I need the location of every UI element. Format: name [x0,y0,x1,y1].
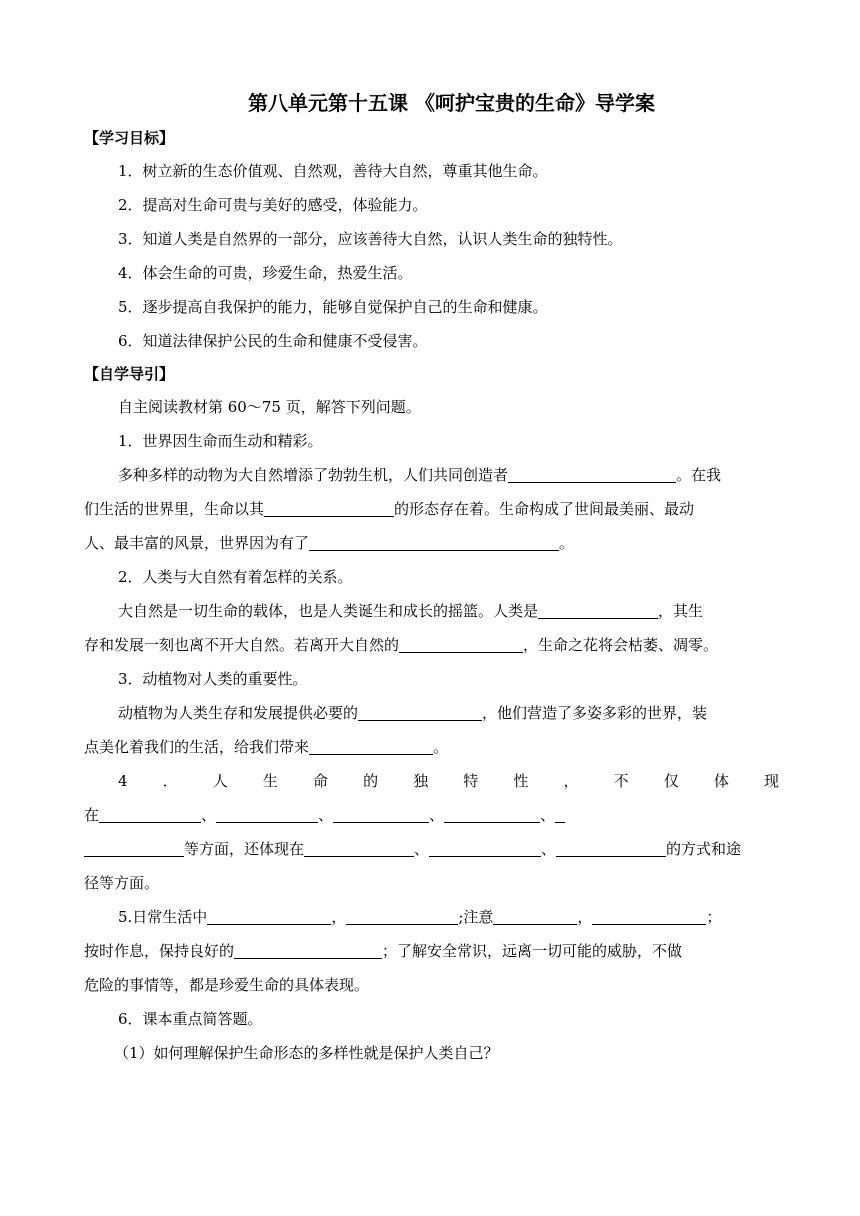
answer-blank[interactable] [429,838,541,857]
question-1-line-3 [84,526,779,560]
q1-text: 的形态存在着。生命构成了世间最美丽、最动 [394,500,695,518]
question-4-line-2 [84,798,779,832]
q4-sep: 、 [201,806,217,824]
answer-blank[interactable] [399,634,523,653]
q3-text: ，他们营造了多姿多彩的世界，装 [482,704,708,722]
q4-text: 等方面，还体现在 [184,840,305,858]
q2-text: ，生命之花将会枯萎、凋零。 [523,636,719,654]
objective-item: 5．逐步提高自我保护的能力，能够自觉保护自己的生命和健康。 [118,298,548,316]
q4-sep: 、 [429,806,445,824]
q4-char: ， [563,772,579,790]
q4-char: 特 [463,772,479,790]
answer-blank[interactable] [538,600,658,619]
q4-char: 4 [118,772,128,790]
objective-item: 4．体会生命的可贵，珍爱生命，热爱生活。 [118,264,413,282]
answer-blank[interactable] [309,736,433,755]
question-6-sub-1: （1）如何理解保护生命形态的多样性就是保护人类自己？ [114,1044,499,1062]
q4-sep: 、 [318,806,334,824]
question-1-line-2 [84,492,779,526]
objective-item: 6．知道法律保护公民的生命和健康不受侵害。 [118,332,428,350]
q4-text: 的方式和途 [666,840,742,858]
q3-text: 动植物为人类生存和发展提供必要的 [118,704,359,722]
q1-text: 。在我 [676,466,722,484]
q5-text: ， [331,908,347,926]
q4-sep: 、 [541,840,557,858]
answer-blank[interactable] [207,906,331,925]
q4-char: 现 [763,772,779,790]
answer-blank[interactable] [358,702,482,721]
answer-blank[interactable] [493,906,577,925]
question-6-title: 6．课本重点简答题。 [118,1010,263,1028]
question-1-line-1 [84,458,779,492]
q5-text: ;注意 [458,908,494,926]
q4-char: 人 [212,772,228,790]
q2-text: 大自然是一切生命的载体，也是人类诞生和成长的摇篮。人类是 [118,602,539,620]
q4-char: 生 [262,772,278,790]
question-1-title: 1．世界因生命而生动和精彩。 [118,432,323,450]
question-2-line-2 [84,628,779,662]
document-page [84,88,779,1070]
answer-blank[interactable] [264,498,394,517]
q1-text: 人、最丰富的风景，世界因为有了 [84,534,310,552]
question-5-line-2 [84,934,779,968]
question-2-line-1 [84,594,779,628]
q5-text: 按时作息，保持良好的 [84,942,235,960]
q5-text: ， [577,908,593,926]
answer-blank[interactable] [346,906,458,925]
question-5-line-3: 危险的事情等，都是珍爱生命的具体表现。 [84,976,370,994]
objectives-heading: 【学习目标】 [84,129,175,147]
answer-blank[interactable] [309,532,559,551]
q3-text: 点美化着我们的生活，给我们带来 [84,738,310,756]
answer-blank[interactable] [555,804,565,823]
objective-item: 2．提高对生命可贵与美好的感受，体验能力。 [118,196,428,214]
guide-heading: 【自学导引】 [84,365,175,383]
q5-text: ； [706,908,722,926]
q1-text: 多种多样的动物为大自然增添了勃勃生机，人们共同创造者 [118,466,509,484]
answer-blank[interactable] [304,838,414,857]
q1-text: 。 [559,534,575,552]
q1-text: 们生活的世界里，生命以其 [84,500,265,518]
guide-intro: 自主阅读教材第 60～75 页，解答下列问题。 [118,398,421,416]
objective-item: 1．树立新的生态价值观、自然观，善待大自然，尊重其他生命。 [118,162,548,180]
q5-text: 5.日常生活中 [118,908,208,926]
question-3-line-1 [84,696,779,730]
answer-blank[interactable] [592,906,706,925]
q3-text: 。 [433,738,449,756]
question-4-line-3 [84,832,779,866]
question-5-line-1 [84,900,779,934]
q5-text: ；了解安全常识，远离一切可能的威胁，不做 [382,942,683,960]
q2-text: 存和发展一刻也离不开大自然。若离开大自然的 [84,636,400,654]
q4-char: 命 [312,772,328,790]
answer-blank[interactable] [84,838,184,857]
q4-char: ． [162,772,178,790]
objective-item: 3．知道人类是自然界的一部分，应该善待大自然，认识人类生命的独特性。 [118,230,623,248]
answer-blank[interactable] [99,804,201,823]
answer-blank[interactable] [444,804,540,823]
question-3-title: 3．动植物对人类的重要性。 [118,670,308,688]
q4-char: 独 [413,772,429,790]
question-3-line-2 [84,730,779,764]
q4-char: 的 [363,772,379,790]
q2-text: ，其生 [658,602,704,620]
question-4-spread-line [84,764,779,798]
page-title: 第八单元第十五课 《呵护宝贵的生命》导学案 [248,91,655,115]
q4-char: 性 [513,772,529,790]
question-2-title: 2．人类与大自然有着怎样的关系。 [118,568,353,586]
answer-blank[interactable] [234,940,382,959]
q4-char: 仅 [663,772,679,790]
q4-sep: 、 [414,840,430,858]
q4-char: 不 [613,772,629,790]
question-4-line-4: 径等方面。 [84,874,160,892]
answer-blank[interactable] [216,804,318,823]
answer-blank[interactable] [333,804,429,823]
answer-blank[interactable] [508,464,676,483]
q4-sep: 、 [540,806,556,824]
answer-blank[interactable] [556,838,666,857]
q4-text: 在 [84,806,100,824]
q4-char: 体 [713,772,729,790]
